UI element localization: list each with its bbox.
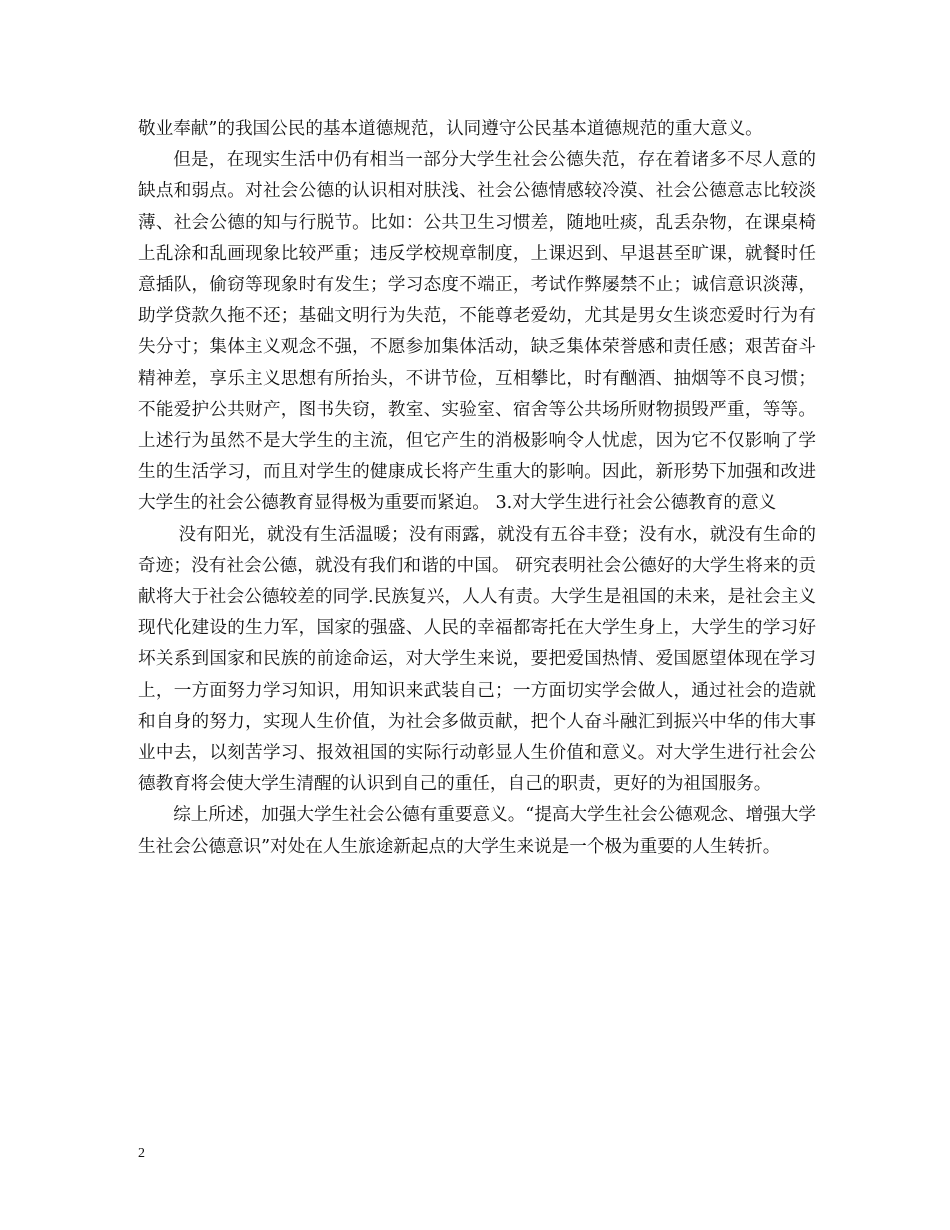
page-number: 2 [138, 1146, 145, 1161]
paragraph-significance: 没有阳光，就没有生活温暖；没有雨露，就没有五谷丰登；没有水，就没有生命的奇迹；没有社会公德，就没有我们和谐的中国。 研究表明社会公德好的大学生将来的贡献将大于社会公德较差的同学.民族复兴，人人有责。大学生是祖国的未来，是社会主义现代化建设的生力军，国家的强盛、人民的幸福都寄托在大学生身上，大学生的学习好坏关系到国家和民族的前途命运，对大学生来说，要把爱国热情、爱国愿望体现在学习上，一方面努力学习知识，用知识来武装自己；一方面切实学会做人，通过社会的造就和自身的努力，实现人生价值，为社会多做贡献，把个人奋斗融汇到振兴中华的伟大事业中去，以刻苦学习、报效祖国的实际行动彰显人生价值和意义。对大学生进行社会公德教育将会使大学生清醒的认识到自己的重任，自己的职责，更好的为祖国服务。 [138, 524, 816, 795]
paragraph-problems: 但是，在现实生活中仍有相当一部分大学生社会公德失范，存在着诸多不尽人意的缺点和弱点。对社会公德的认识相对肤浅、社会公德情感较冷漠、社会公德意志比较淡薄、社会公德的知与行脱节。比如：公共卫生习惯差，随地吐痰，乱丢杂物，在课桌椅上乱涂和乱画现象比较严重；违反学校规章制度，上课迟到、早退甚至旷课，就餐时任意插队，偷窃等现象时有发生；学习态度不端正，考试作弊屡禁不止；诚信意识淡薄，助学贷款久拖不还；基础文明行为失范，不能尊老爱幼，尤其是男女生谈恋爱时行为有失分寸；集体主义观念不强，不愿参加集体活动，缺乏集体荣誉感和责任感；艰苦奋斗精神差，享乐主义思想有所抬头，不讲节俭，互相攀比，时有酗酒、抽烟等不良习惯；不能爱护公共财产，图书失窃，教室、实验室、宿舍等公共场所财物损毁严重，等等。上述行为虽然不是大学生的主流，但它产生的消极影响令人忧虑，因为它不仅影响了学生的生活学习，而且对学生的健康成长将产生重大的影响。因此，新形势下加强和改进大学生的社会公德教育显得极为重要而紧迫。 3.对大学生进行社会公德教育的意义 [138, 150, 816, 514]
paragraph-conclusion: 综上所述，加强大学生社会公德有重要意义。“提高大学生社会公德观念、增强大学生社会公德意识”对处在人生旅途新起点的大学生来说是一个极为重要的人生转折。 [138, 805, 816, 857]
paragraph-continuation: 敬业奉献”的我国公民的基本道德规范，认同遵守公民基本道德规范的重大意义。 [138, 119, 763, 139]
document-body [138, 114, 816, 863]
